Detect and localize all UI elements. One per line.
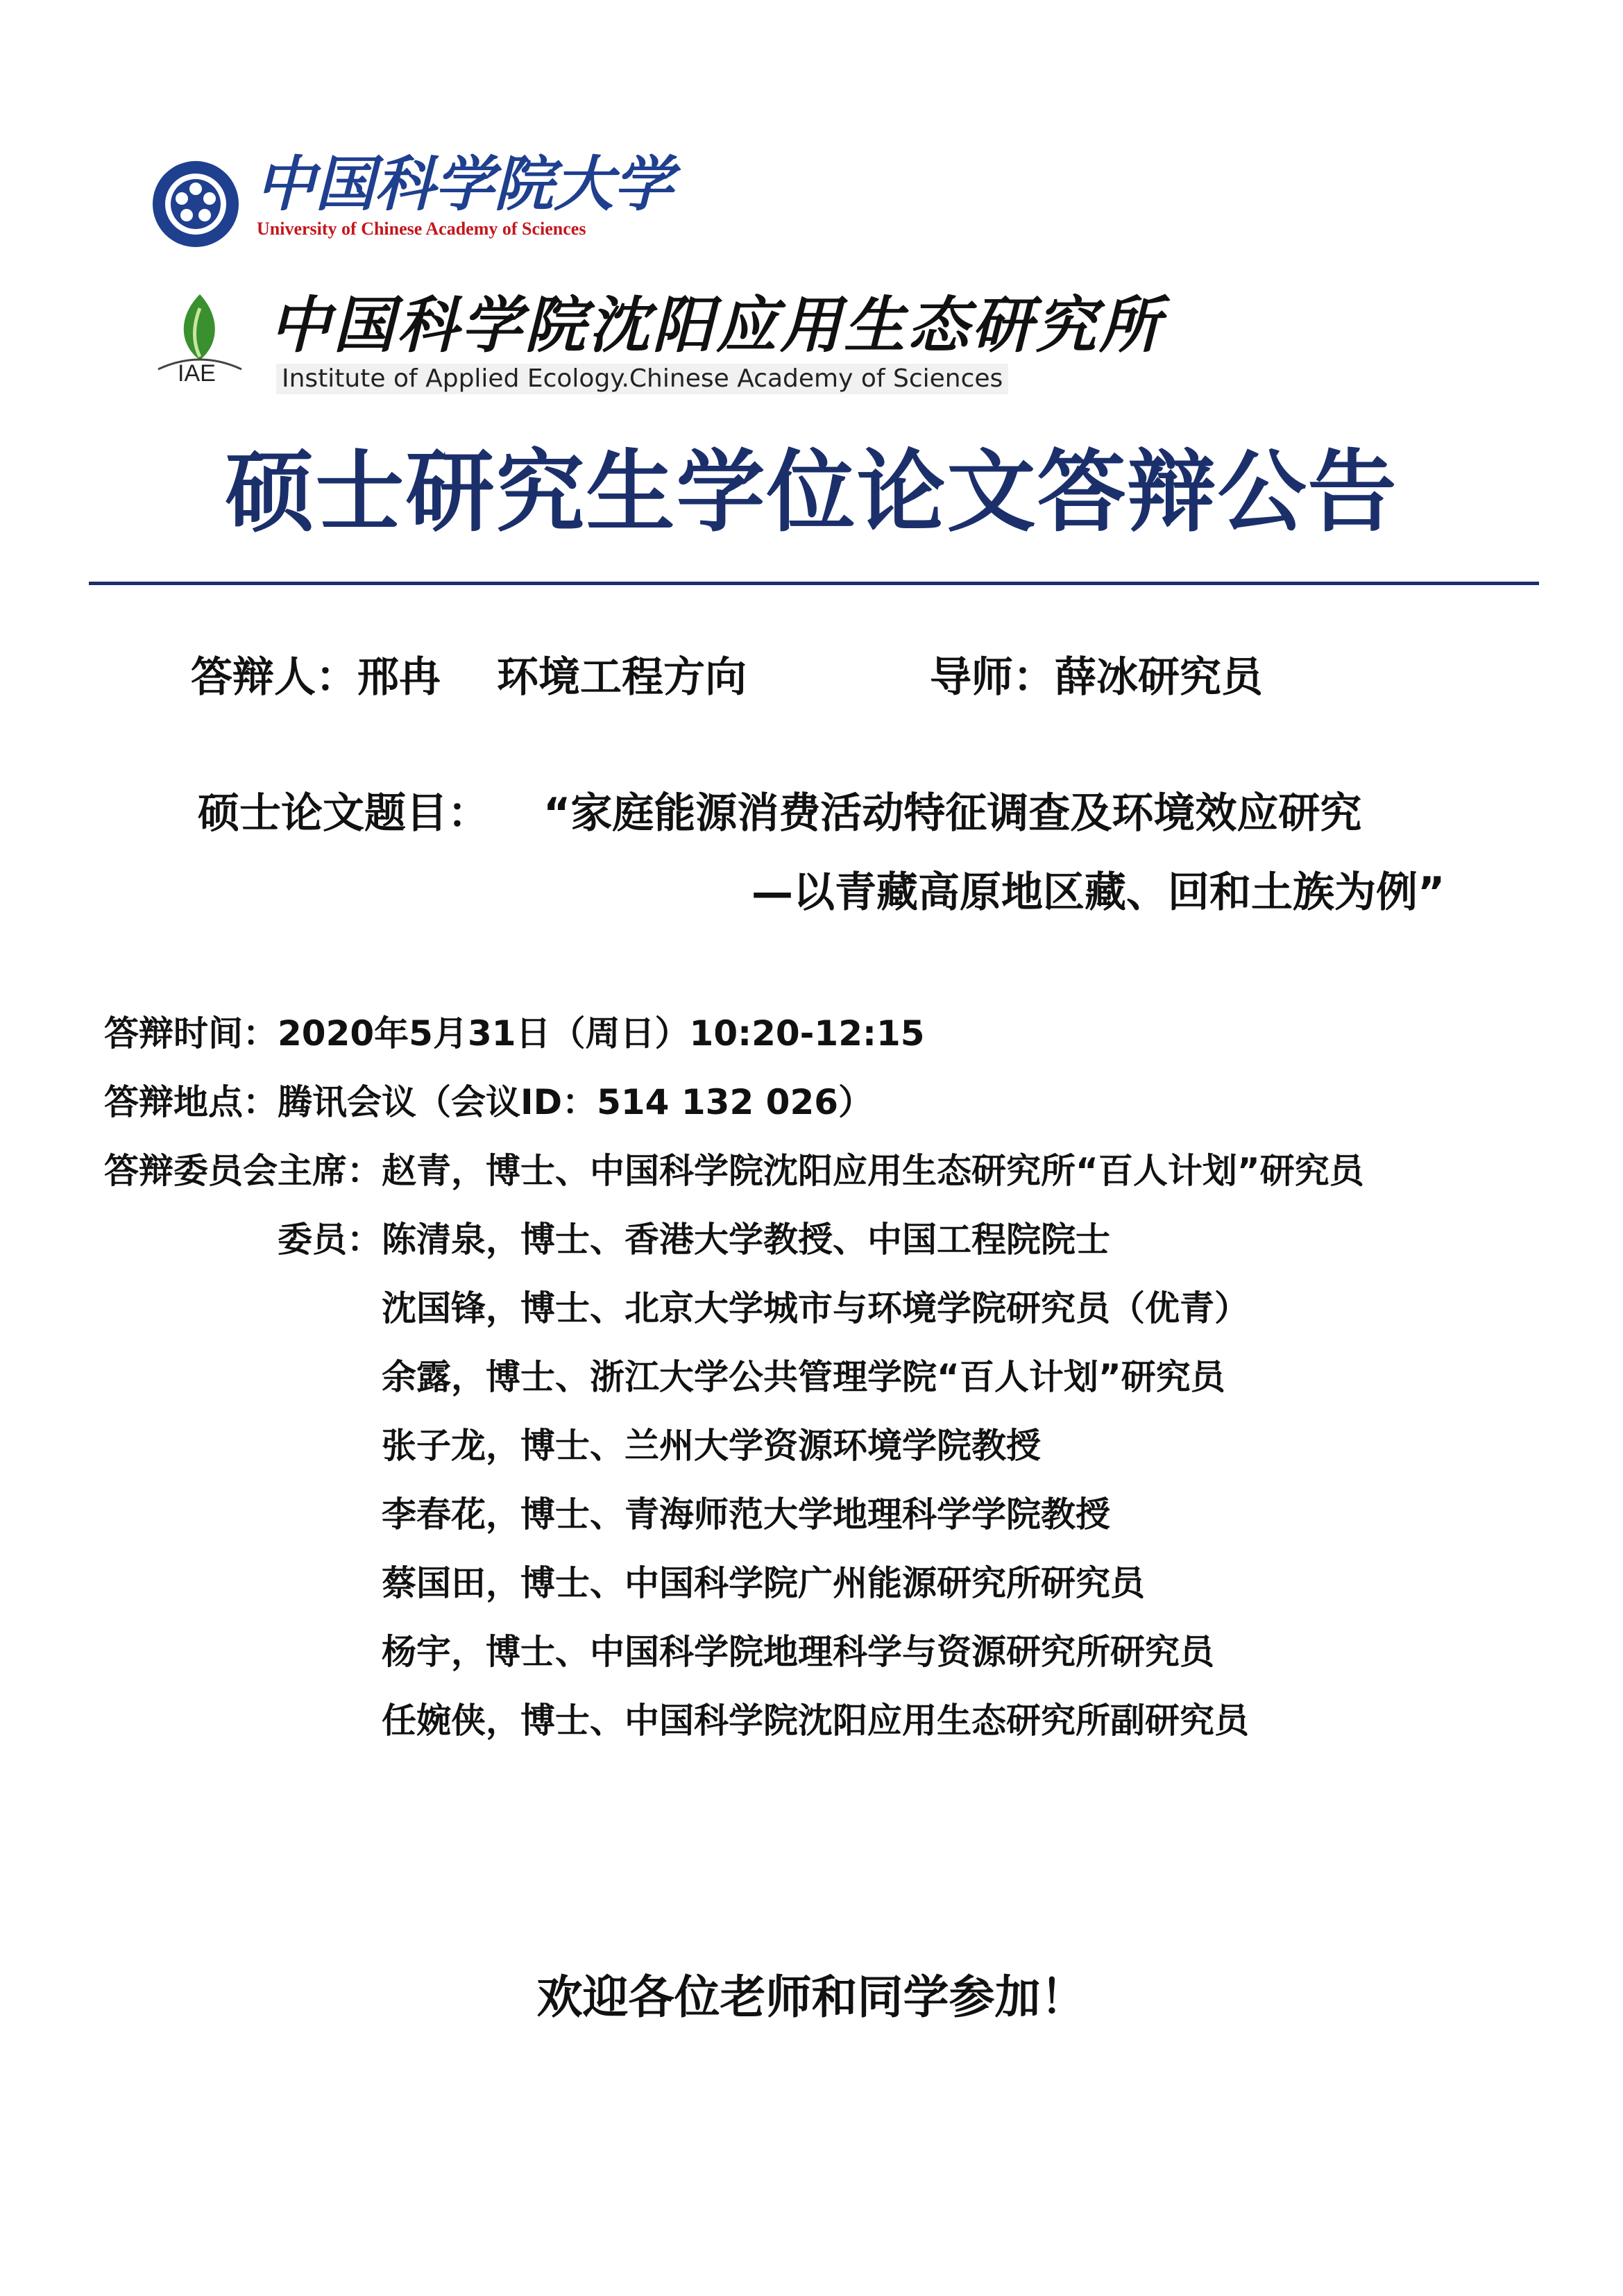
committee-member: 蔡国田，博士、中国科学院广州能源研究所研究员 [382, 1563, 1145, 1603]
iae-abbreviation: IAE [178, 360, 216, 387]
iae-chinese-name: 中国科学院沈阳应用生态研究所 [269, 289, 1164, 361]
defense-time: 答辩时间：2020年5月31日（周日）10:20-12:15 [104, 1013, 925, 1054]
title-divider [89, 582, 1539, 585]
committee-member: 张子龙，博士、兰州大学资源环境学院教授 [382, 1426, 1041, 1466]
committee-member: 李春花，博士、青海师范大学地理科学学院教授 [382, 1494, 1110, 1535]
welcome-message: 欢迎各位老师和同学参加！ [536, 1970, 1087, 2024]
thesis-title-line2: —以青藏高原地区藏、回和土族为例” [751, 868, 1445, 917]
candidate-name: 答辩人：邢冉 [191, 653, 441, 702]
ucas-emblem-icon [151, 160, 240, 248]
chair-member: 赵青，博士、中国科学院沈阳应用生态研究所“百人计划”研究员 [382, 1151, 1364, 1191]
ucas-logo [151, 147, 673, 251]
ucas-english-name: University of Chinese Academy of Sciences [257, 219, 586, 239]
iae-english-name: Institute of Applied Ecology.Chinese Academy of Sciences [276, 364, 1008, 394]
thesis-label: 硕士论文题目： [198, 789, 489, 838]
page-title: 硕士研究生学位论文答辩公告 [225, 441, 1398, 544]
committee-member: 杨宇，博士、中国科学院地理科学与资源研究所研究员 [382, 1632, 1214, 1672]
committee-member: 余露，博士、浙江大学公共管理学院“百人计划”研究员 [382, 1357, 1225, 1397]
committee-member: 任婉侠，博士、中国科学院沈阳应用生态研究所副研究员 [382, 1700, 1249, 1741]
members-label: 委员： [278, 1219, 382, 1260]
thesis-title-line1: “家庭能源消费活动特征调查及环境效应研究 [543, 789, 1362, 838]
committee-member: 沈国锋，博士、北京大学城市与环境学院研究员（优青） [382, 1288, 1249, 1328]
chair-label: 答辩委员会主席： [104, 1151, 382, 1191]
defense-place: 答辩地点：腾讯会议（会议ID：514 132 026） [104, 1082, 874, 1122]
candidate-major: 环境工程方向 [497, 653, 747, 702]
committee-member: 陈清泉，博士、香港大学教授、中国工程院院士 [382, 1219, 1110, 1260]
advisor: 导师：薛冰研究员 [930, 653, 1263, 702]
iae-logo [151, 283, 1164, 405]
ucas-chinese-name: 中国科学院大学 [255, 149, 673, 219]
